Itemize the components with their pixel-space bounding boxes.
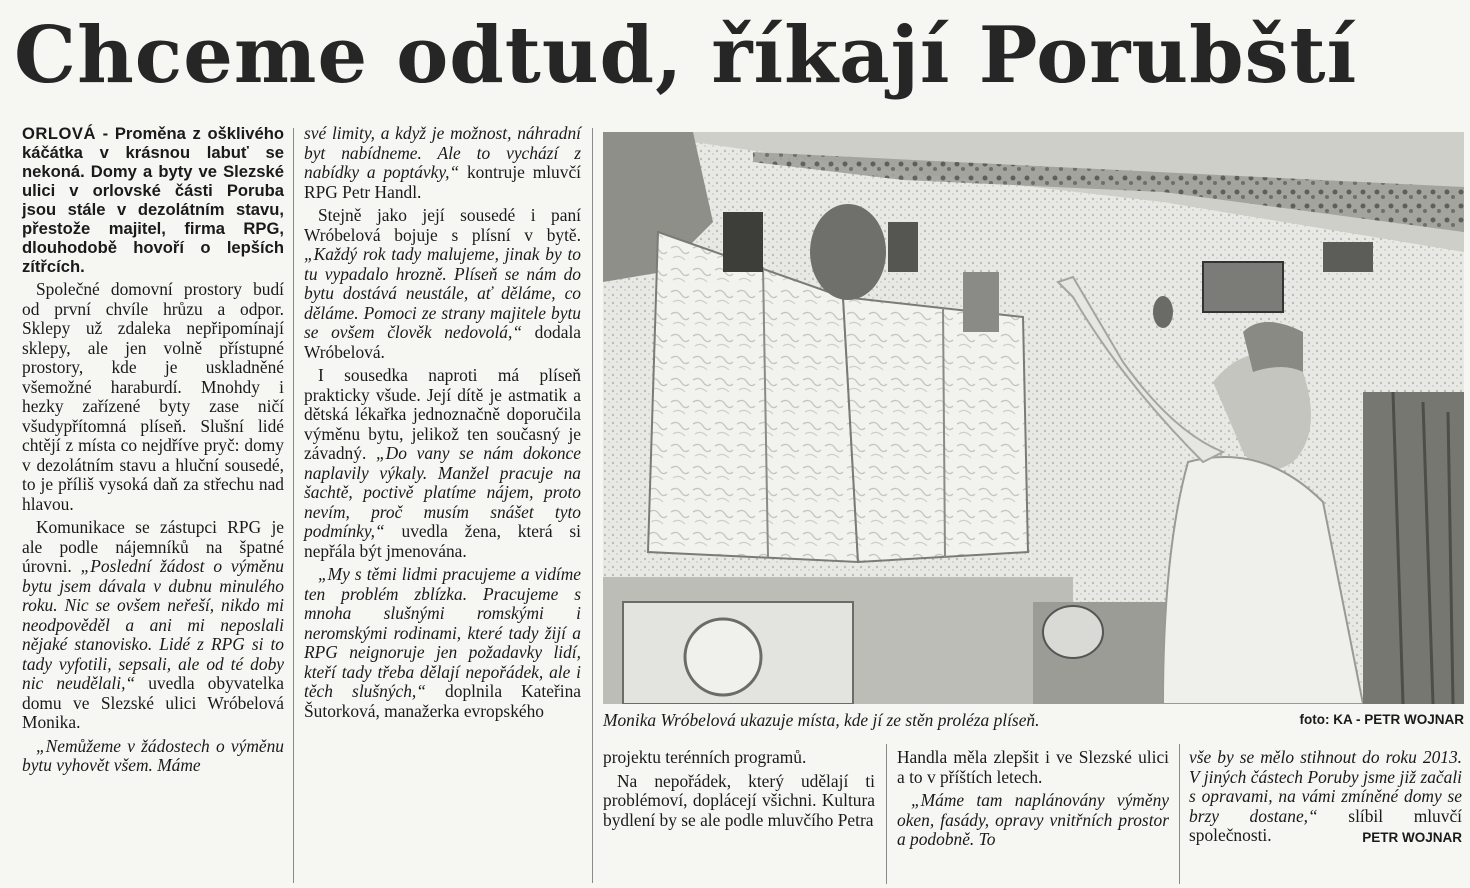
column-rule	[886, 744, 887, 884]
body-paragraph	[304, 366, 581, 561]
body-text: uvedla žena, která si nepřála být jmenována.	[304, 521, 581, 561]
column-rule	[293, 128, 294, 883]
body-paragraph	[22, 737, 284, 776]
body-text: kontruje mluvčí RPG Petr Handl.	[304, 162, 581, 202]
photo-caption-row	[603, 710, 1464, 734]
article-photo	[603, 132, 1464, 704]
column-rule	[1179, 744, 1180, 884]
body-text: Komunikace se zástupci RPG je ale podle nájemníků na špatné úrovni.	[22, 517, 284, 576]
body-text: dodala Wróbelová.	[304, 322, 581, 362]
body-text: slíbil mluvčí společnosti.	[1189, 805, 1462, 845]
body-paragraph	[1189, 748, 1462, 846]
body-text: Stejně jako její sousedé i paní Wróbelová bojuje s plísní v bytě.	[304, 205, 581, 245]
body-paragraph	[897, 791, 1169, 850]
author-byline: PETR WOJNAR	[1362, 830, 1462, 845]
article-column-2	[304, 124, 581, 721]
body-text: uvedla obyvatelka domu ve Slezské ulici Wróbelová Monika.	[22, 673, 284, 732]
quote-text: vše by se mělo stihnout do roku 2013. V jiných částech Poruby jsme již začali s opravami, na vámi zmíněné domy se brzy dostane,“	[1189, 747, 1462, 826]
quote-text: „Do vany se nám dokonce naplavily výkaly. Manžel pracuje na šachtě, poctivě platíme nájem, proto nevím, proč musím snášet tyto podmínky,“	[304, 443, 581, 541]
body-paragraph: projektu terénních programů.	[603, 747, 807, 767]
headline: Chceme odtud, říkají Porubští	[14, 10, 1358, 101]
body-paragraph	[22, 518, 284, 733]
lead-text: - Proměna z ošklivého káčátka v krásnou labuť se nekoná. Domy a byty ve Slezské ulici v orlovské části Poruba jsou stále v dezolátním stavu, přestože majitel, firma RPG, dlouhodobě hovoří o lepších zítřcích.	[22, 124, 284, 276]
article-column-5	[1189, 748, 1462, 848]
body-text: I sousedka naproti má plíseň prakticky všude. Její dítě je astmatik a dětská lékařka jednoznačně doporučila výměnu bytu, jelikož ten současný je závadný.	[304, 365, 581, 463]
photo-credit: foto: KA - PETR WOJNAR	[1299, 712, 1464, 727]
quote-text: „Poslední žádost o výměnu bytu jsem dávala v dubnu minulého roku. Nic se ovšem neřeší, nikdo mi neodpověděl a ani mi neposlali nějaké stanovisko. Lidé z RPG si to tady vyfotili, sepsali, ale od té doby nic neudělali,“	[22, 556, 284, 693]
body-paragraph	[304, 565, 581, 721]
quote-text: „Máme tam naplánovány výměny oken, fasády, opravy vnitřních prostor a podobně. To	[897, 790, 1169, 849]
quote-text: „My s těmi lidmi pracujeme a vidíme ten problém zblízka. Pracujeme s mnoha slušnými romskými i neromskými rodinami, které tady žijí a RPG neignoruje jen požadavky lidí, kteří tady třeba dělají nepořádek, ale i těch slušných,“	[304, 564, 581, 701]
lead-paragraph	[22, 124, 284, 276]
quote-text: „Každý rok tady malujeme, jinak by to tu vypadalo hrozně. Plíseň se nám do bytu dostává neustále, ať děláme, co děláme. Pomoci ze strany majitele bytu se ovšem člověk nedovolá,“	[304, 244, 581, 342]
quote-text: „Nemůžeme v žádostech o výměnu bytu vyhovět všem. Máme	[22, 735, 284, 775]
column-rule	[592, 128, 593, 883]
body-paragraph: Na nepořádek, který udělají ti problémoví, doplácejí všichni. Kultura bydlení by se ale podle mluvčího Petra	[603, 770, 875, 830]
article-column-4	[897, 748, 1169, 850]
dateline-place: ORLOVÁ	[22, 124, 96, 143]
photo-caption: Monika Wróbelová ukazuje místa, kde jí ze stěn proléza plíseň.	[603, 710, 1040, 730]
body-paragraph: Handla měla zlepšit i ve Slezské ulici a to v příštích letech.	[897, 747, 1169, 787]
article-column-3	[603, 748, 875, 830]
body-paragraph: Společné domovní prostory budí od první chvíle hrůzu a odpor. Sklepy už zdaleka nepřipomínají sklepy, ale jen volně přístupné prostory, kde je uskladněné všemožné haraburdí. Mnohdy i hezky zařízené byty zase ničí všudypřítomná plíseň. Slušní lidé chtějí z místa co nejdříve pryč: domy v dezolátním stavu a hluční sousedé, to je příliš vysoká daň za střechu nad hlavou.	[22, 279, 284, 514]
kitchen-photo-illustration	[603, 132, 1464, 704]
article-column-1	[22, 124, 284, 776]
quote-text: své limity, a když je možnost, náhradní byt nabídneme. Ale to vychází z nabídky a poptávky,“	[304, 123, 581, 182]
body-paragraph	[304, 124, 581, 202]
body-paragraph	[304, 206, 581, 362]
body-text: doplnila Kateřina Šutorková, manažerka evropského	[304, 681, 581, 721]
